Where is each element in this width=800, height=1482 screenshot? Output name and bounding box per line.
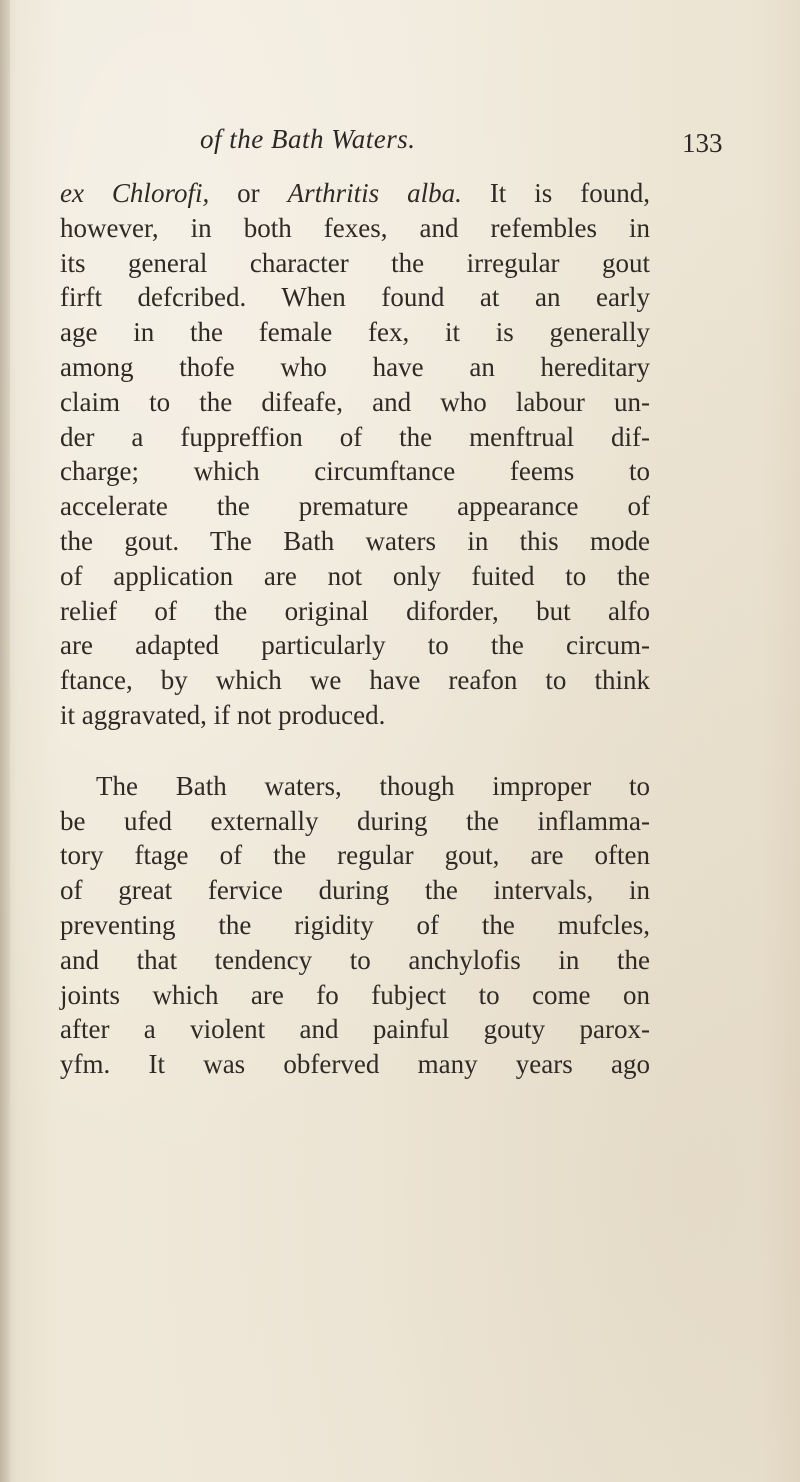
text-line: The Bath waters, though improper to	[96, 770, 650, 801]
text-line: tory ftage of the regular gout, are often	[60, 840, 650, 871]
text-line	[60, 176, 650, 211]
text-fragment: It is found,	[461, 178, 650, 208]
text-line: relief of the original diforder, but alfo	[60, 595, 650, 626]
text-line: joints which are fo fubject to come on	[60, 979, 650, 1010]
text-line: firft defcribed. When found at an early	[60, 282, 650, 313]
text-line: der a fuppreffion of the menftrual dif-	[60, 421, 650, 452]
text-line: ftance, by which we have reafon to think	[60, 665, 650, 696]
text-line: accelerate the premature appearance of	[60, 491, 650, 522]
text-line: it aggravated, if not produced.	[60, 699, 386, 730]
text-line: claim to the difeafe, and who labour un-	[60, 386, 650, 417]
text-line: be ufed externally during the inflamma-	[60, 805, 650, 836]
text-line: of great fervice during the intervals, in	[60, 875, 650, 906]
text-line: yfm. It was obferved many years ago	[60, 1049, 650, 1080]
italic-term: ex Chlorofi,	[60, 178, 210, 208]
text-line: of application are not only fuited to the	[60, 560, 650, 591]
body-text	[60, 176, 650, 1082]
page-gutter-edge	[0, 0, 10, 1482]
text-line: age in the female fex, it is generally	[60, 317, 650, 348]
text-line: and that tendency to anchylofis in the	[60, 944, 650, 975]
text-line: the gout. The Bath waters in this mode	[60, 525, 650, 556]
text-line: however, in both fexes, and refembles in	[60, 212, 650, 243]
text-line: charge; which circumftance feems to	[60, 456, 650, 487]
text-line: among thofe who have an hereditary	[60, 351, 650, 382]
text-line: are adapted particularly to the circum-	[60, 630, 650, 661]
page-number: 133	[682, 128, 723, 158]
text-fragment: or	[209, 178, 288, 208]
paragraph-2	[60, 769, 650, 1082]
running-title: of the Bath Waters.	[200, 124, 416, 154]
text-line: after a violent and painful gouty parox-	[60, 1014, 650, 1045]
paragraph-1	[60, 176, 650, 733]
paragraph-gap	[60, 733, 650, 769]
text-line: preventing the rigidity of the mufcles,	[60, 909, 650, 940]
italic-term: Arthritis alba.	[287, 178, 462, 208]
text-line: its general character the irregular gout	[60, 247, 650, 278]
